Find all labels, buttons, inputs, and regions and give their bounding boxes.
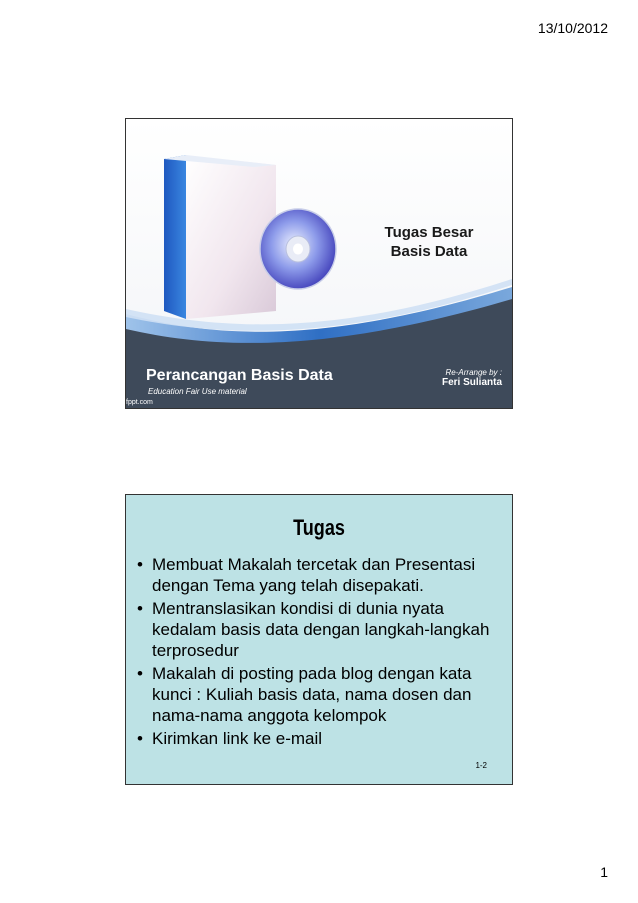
author-name: Feri Sulianta <box>441 377 502 388</box>
bullet-icon: • <box>137 555 143 574</box>
bullet-icon: • <box>137 729 143 748</box>
bullet-icon: • <box>137 599 143 618</box>
page-number: 1 <box>600 864 608 880</box>
slide-background-graphic <box>126 119 512 408</box>
list-item-text: Mentranslasikan kondisi di dunia nyata kedalam basis data dengan langkah-langkah terprosedur <box>152 599 490 660</box>
list-item-text: Membuat Makalah tercetak dan Presentasi dengan Tema yang telah disepakati. <box>152 555 476 595</box>
slide-title: Tugas <box>293 515 345 540</box>
slide-title-line1: Tugas Besar <box>384 224 474 241</box>
bullet-list <box>137 554 507 751</box>
title-slide <box>125 118 513 409</box>
slide-heading: Perancangan Basis Data <box>146 367 333 384</box>
slide-title-line2: Basis Data <box>390 243 468 260</box>
page-date: 13/10/2012 <box>537 20 608 36</box>
slide-subheading: Education Fair Use material <box>148 387 247 396</box>
list-item <box>137 554 507 596</box>
content-slide <box>125 494 513 785</box>
list-item-text: Makalah di posting pada blog dengan kata kunci : Kuliah basis data, nama dosen dan nama-nama anggota kelompok <box>152 664 472 725</box>
rearrange-label: Re-Arrange by : <box>445 368 502 377</box>
list-item-text: Kirimkan link ke e-mail <box>152 729 323 748</box>
list-item <box>137 728 507 749</box>
slide-title <box>354 223 504 261</box>
list-item <box>137 598 507 661</box>
watermark-text: fppt.com <box>126 399 153 406</box>
bullet-icon: • <box>137 664 143 683</box>
list-item <box>137 663 507 726</box>
slide-number: 1-2 <box>475 761 487 770</box>
